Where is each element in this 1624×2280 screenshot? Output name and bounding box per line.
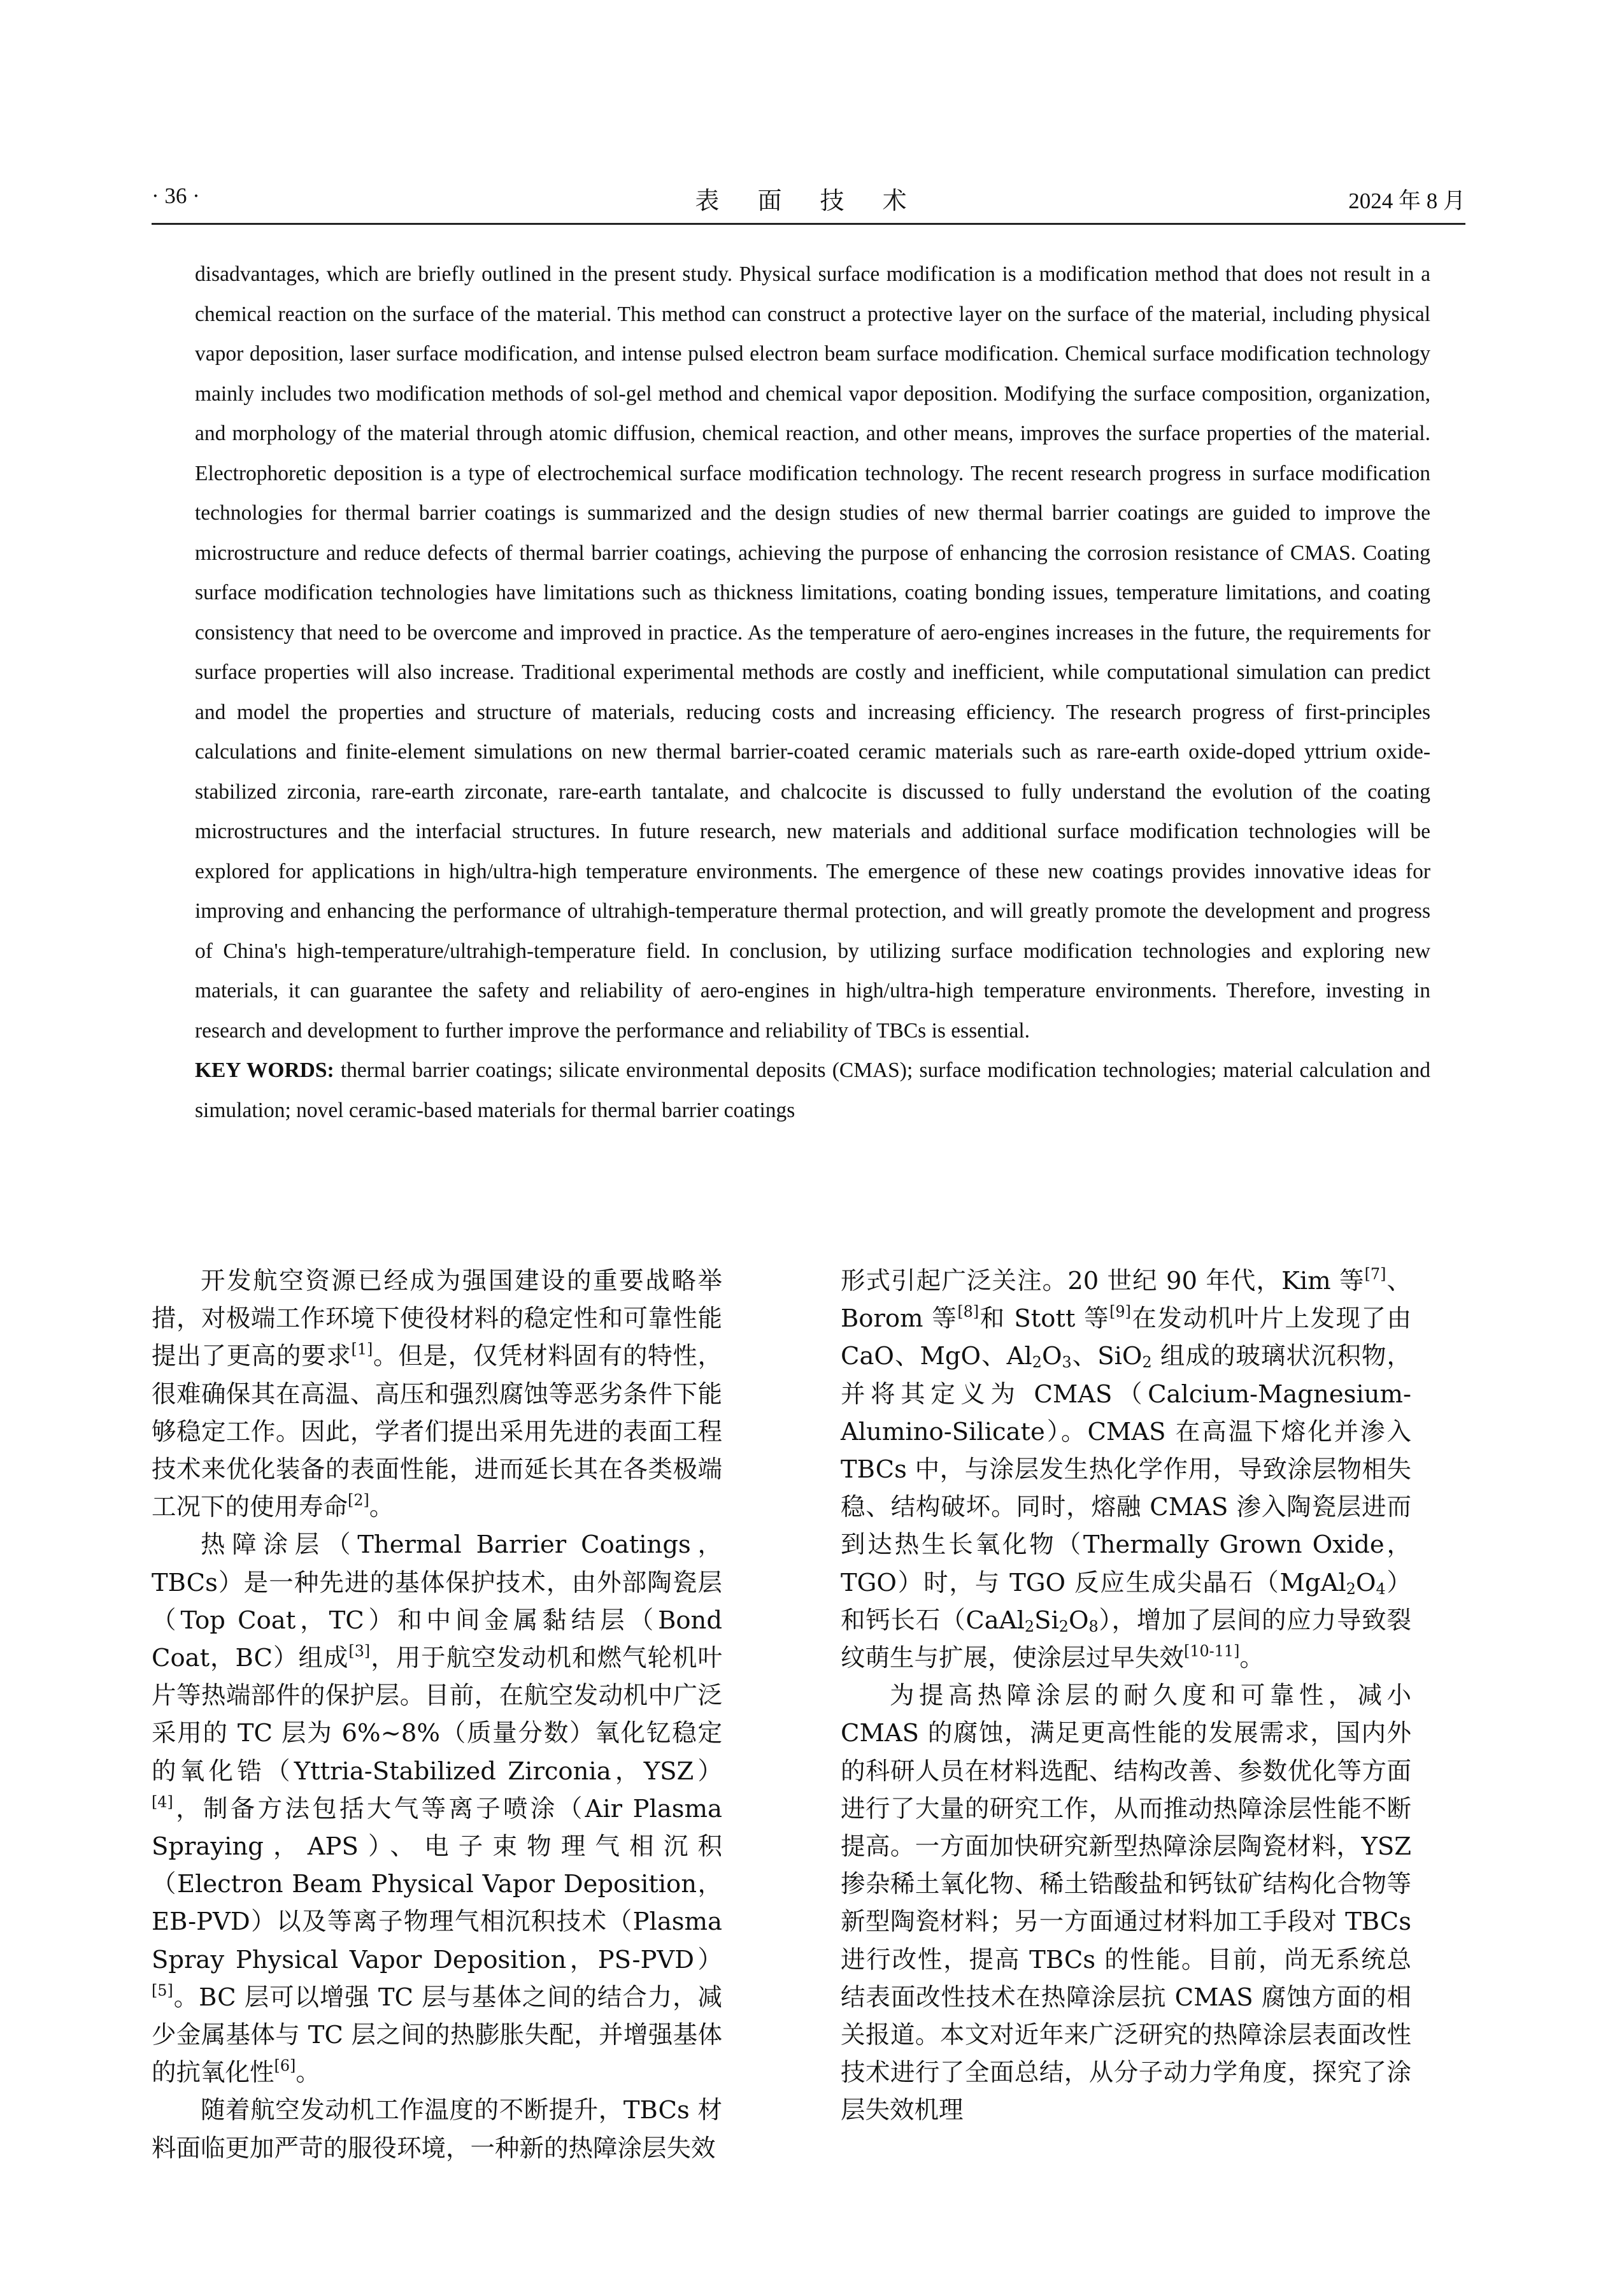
- keywords-text: thermal barrier coatings; silicate environmental deposits (CMAS); surface modification technologies; material calculation and simulation; novel ceramic-based materials for thermal barrier coatings: [195, 1058, 1430, 1122]
- paragraph: 开发航空资源已经成为强国建设的重要战略举措，对极端工作环境下使役材料的稳定性和可靠性能提出了更高的要求[1]。但是，仅凭材料固有的特性，很难确保其在高温、高压和强烈腐蚀等恶劣条件下能够稳定工作。因此，学者们提出采用先进的表面工程技术来优化装备的表面性能，进而延长其在各类极端工况下的使用寿命[2]。: [152, 1267, 722, 1522]
- keywords: [195, 1051, 1430, 1130]
- citation: [5]: [152, 1981, 173, 2000]
- body-column-left: [152, 1262, 722, 2167]
- paragraph: 随着航空发动机工作温度的不断提升，TBCs 材料面临更加严苛的服役环境，一种新的热障涂层失效: [152, 2096, 722, 2163]
- issue-date: 2024 年 8 月: [1348, 189, 1465, 213]
- abstract-text: disadvantages, which are briefly outlined in the present study. Physical surface modification is a modification method that does not result in a chemical reaction on the surface of the material. This method can construct a protective layer on the surface of the material, including physical vapor deposition, laser surface modification, and intense pulsed electron beam surface modification. Chemical surface modification technology mainly includes two modification methods of sol-gel method and chemical vapor deposition. Modifying the surface composition, organization, and morphology of the material through atomic diffusion, chemical reaction, and other means, improves the surface properties of the material. Electrophoretic deposition is a type of electrochemical surface modification technology. The recent research progress in surface modification technologies for thermal barrier coatings is summarized and the design studies of new thermal barrier coatings are guided to improve the microstructure and reduce defects of thermal barrier coatings, achieving the purpose of enhancing the corrosion resistance of CMAS. Coating surface modification technologies have limitations such as thickness limitations, coating bonding issues, temperature limitations, and coating consistency that need to be overcome and improved in practice. As the temperature of aero-engines increases in the future, the requirements for surface properties will also increase. Traditional experimental methods are costly and inefficient, while computational simulation can predict and model the properties and structure of materials, reducing costs and increasing efficiency. The research progress of first-principles calculations and finite-element simulations on new thermal barrier-coated ceramic materials such as rare-earth oxide-doped yttrium oxide-stabilized zirconia, rare-earth zirconate, rare-earth tantalate, and chalcocite is discussed to fully understand the evolution of the coating microstructures and the interfacial structures. In future research, new materials and additional surface modification technologies will be explored for applications in high/ultra-high temperature environments. The emergence of these new coatings provides innovative ideas for improving and enhancing the performance of ultrahigh-temperature thermal protection, and will greatly promote the development and progress of China's high-temperature/ultrahigh-temperature field. In conclusion, by utilizing surface modification technologies and exploring new materials, it can guarantee the safety and reliability of aero-engines in high/ultra-high temperature environments. Therefore, investing in research and development to further improve the performance and reliability of TBCs is essential.: [195, 262, 1430, 1043]
- keywords-label: KEY WORDS:: [195, 1058, 334, 1082]
- citation: [6]: [274, 2056, 296, 2075]
- citation: [4]: [152, 1793, 173, 1811]
- paragraph: 形式引起广泛关注。20 世纪 90 年代，Kim 等[7]、Borom 等[8]和 Stott 等[9]在发动机叶片上发现了由 CaO、MgO、$Al_2O_3$、SiO$_2$ 组成的玻璃状沉积物，并将其定义为 CMAS（Calcium-Magnesium-Alumino-Silicate）。CMAS 在高温下熔化并渗入 TBCs 中，与涂层发生热化学作用，导致涂层物相失稳、结构破坏。同时，熔融 CMAS 渗入陶瓷层进而到达热生长氧化物（Thermally Grown Oxide，TGO）时，与 TGO 反应生成尖晶石$(MgAl_2O_4)$和钙长石$(CaAl_2Si_2O_8)$，增加了层间的应力导致裂纹萌生与扩展，使涂层过早失效[10-11]。: [841, 1265, 1411, 1673]
- citation: [9]: [1109, 1302, 1131, 1321]
- citation: [10-11]: [1184, 1642, 1240, 1660]
- english-abstract: [195, 255, 1430, 1130]
- page-number: · 36 ·: [152, 183, 200, 208]
- paragraph: 为提高热障涂层的耐久度和可靠性，减小 CMAS 的腐蚀，满足更高性能的发展需求，国内外的科研人员在材料选配、结构改善、参数优化等方面进行了大量的研究工作，从而推动热障涂层性能不断提高。一方面加快研究新型热障涂层陶瓷材料，YSZ 掺杂稀土氧化物、稀土锆酸盐和钙钛矿结构化合物等新型陶瓷材料；另一方面通过材料加工手段对 TBCs 进行改性，提高 TBCs 的性能。目前，尚无系统总结表面改性技术在热障涂层抗 CMAS 腐蚀方面的相关报道。本文对近年来广泛研究的热障涂层表面改性技术进行了全面总结，从分子动力学角度，探究了涂层失效机理: [841, 1681, 1411, 2125]
- journal-title: 表 面 技 术: [695, 187, 922, 215]
- body-column-right: [841, 1262, 1411, 2130]
- citation: [2]: [348, 1491, 369, 1509]
- citation: [7]: [1364, 1265, 1386, 1283]
- citation: [8]: [957, 1302, 979, 1321]
- paragraph: 热障涂层（Thermal Barrier Coatings，TBCs）是一种先进的基体保护技术，由外部陶瓷层（Top Coat，TC）和中间金属黏结层（Bond Coat，BC）组成[3]，用于航空发动机和燃气轮机叶片等热端部件的保护层。目前，在航空发动机中广泛采用的 TC 层为 6%~8%（质量分数）氧化钇稳定的氧化锆（Yttria-Stabilized Zirconia，YSZ）[4]，制备方法包括大气等离子喷涂（Air Plasma Spraying，APS）、电子束物理气相沉积（Electron Beam Physical Vapor Deposition，EB-PVD）以及等离子物理气相沉积技术（Plasma Spray Physical Vapor Deposition，PS-PVD）[5]。BC 层可以增强 TC 层与基体之间的结合力，减少金属基体与 TC 层之间的热膨胀失配，并增强基体的抗氧化性[6]。: [152, 1530, 722, 2088]
- page-header: [152, 172, 1465, 225]
- citation: [1]: [351, 1340, 373, 1358]
- citation: [3]: [348, 1642, 371, 1660]
